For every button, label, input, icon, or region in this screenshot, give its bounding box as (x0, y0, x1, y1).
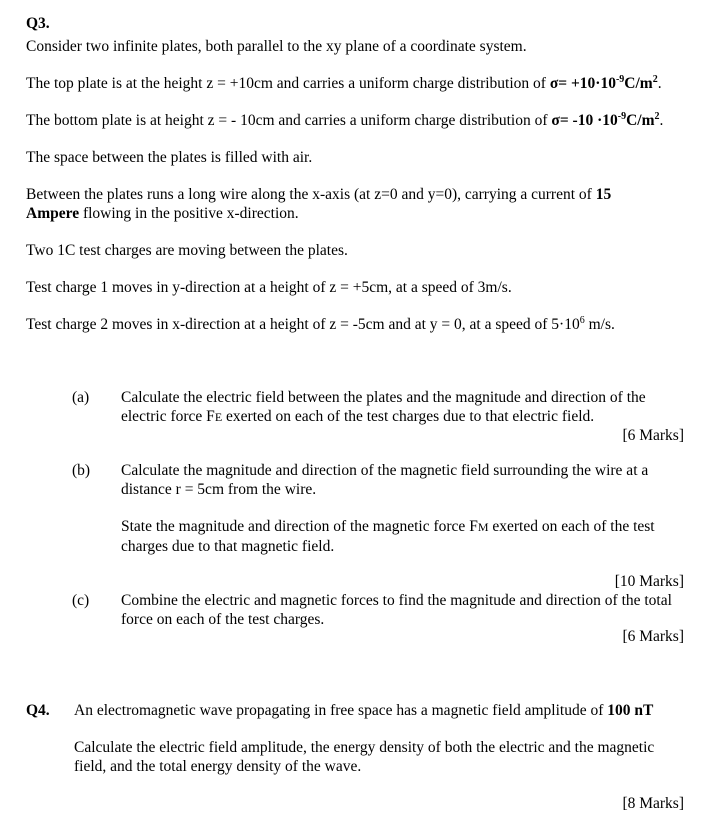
part-a-text: Calculate the electric field between the plates and the magnitude and direction of the electric force FE exerted on each of the test charges due to that electric field. (121, 389, 646, 425)
q3-intro: Consider two infinite plates, both parallel to the xy plane of a coordinate system. (26, 38, 527, 55)
q4-text2: Calculate the electric field amplitude, the energy density of both the electric and the magnetic field, and the total energy density of the wave. (74, 739, 655, 775)
q3-air: The space between the plates is filled with air. (26, 149, 313, 166)
q4-text: An electromagnetic wave propagating in free space has a magnetic field amplitude of 100 nT (74, 702, 654, 719)
q3-label: Q3. (26, 15, 50, 32)
part-c-letter: (c) (72, 592, 90, 609)
q3-charge1: Test charge 1 moves in y-direction at a height of z = +5cm, at a speed of 3m/s. (26, 279, 512, 296)
bottom-plate-sigma: $\sigma= -10 \cdot 10^{-9}C/m^2$ (551, 111, 660, 129)
top-plate-text: The top plate is at the height z = +10cm and carries a uniform charge distribution of (26, 75, 550, 92)
q3-top-plate: The top plate is at the height z = +10cm and carries a uniform charge distribution of $\sigma= +10\cdot 10^{-9}C/m^2$. (26, 74, 662, 92)
q3-bottom-plate: The bottom plate is at height z = - 10cm and carries a uniform charge distribution of $\sigma= -10 \cdot 10^{-9}C/m^2$. (26, 111, 664, 129)
wire-current: 15 Ampere (26, 186, 612, 222)
part-b (0, 461, 722, 501)
part-c-text: Combine the electric and magnetic forces to find the magnitude and direction of the total force on each of the test charges. (121, 592, 672, 628)
q4-label: Q4. (26, 702, 50, 719)
top-plate-sigma: $\sigma= +10\cdot 10^{-9}C/m^2$ (549, 74, 658, 92)
part-a-letter: (a) (72, 389, 90, 406)
part-b-text1: Calculate the magnitude and direction of the magnetic field surrounding the wire at a distance r = 5cm from the wire. (121, 462, 649, 498)
part-b-text2: State the magnitude and direction of the magnetic force FM exerted on each of the test charges due to that magnetic field. (121, 518, 655, 555)
part-b-marks: [10 Marks] (614, 573, 684, 590)
q3-charges: Two 1C test charges are moving between the plates. (26, 242, 348, 259)
part-b-letter: (b) (72, 462, 91, 479)
q3-wire: Between the plates runs a long wire along the x-axis (at z=0 and y=0), carrying a current of 15 Ampere flowing in the positive x-direction. (26, 186, 612, 222)
q4-marks: [8 Marks] (622, 795, 684, 812)
part-a-marks: [6 Marks] (622, 427, 684, 444)
part-c-marks: [6 Marks] (622, 628, 684, 645)
bottom-plate-text: The bottom plate is at height z = - 10cm and carries a uniform charge distribution of (26, 112, 552, 129)
q3-charge2: Test charge 2 moves in x-direction at a height of z = -5cm and at y = 0, at a speed of $5\cdot 10^6$ m/s. (26, 315, 615, 333)
q4-amplitude: 100 nT (607, 702, 654, 719)
part-b-2 (0, 517, 722, 557)
part-c (0, 591, 722, 631)
part-a (0, 388, 722, 448)
